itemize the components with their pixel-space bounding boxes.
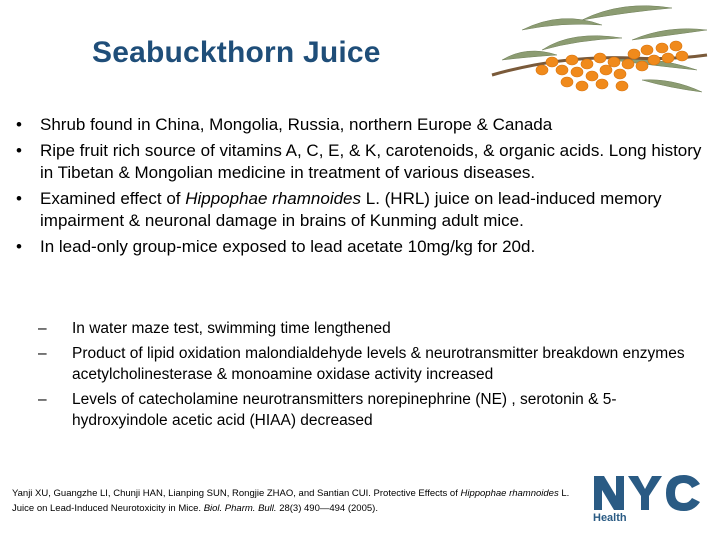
bullet-item [16,140,716,185]
dash-icon: – [38,320,47,337]
main-bullet-list [16,114,716,261]
bullet-item [16,114,716,137]
citation-journal: Biol. Pharm. Bull. [203,503,277,514]
bullet-item [16,236,716,259]
sub-bullet-item [38,343,708,385]
bullet-text: Shrub found in China, Mongolia, Russia, northern Europe & Canada [40,115,553,134]
dash-icon: – [38,345,47,362]
bullet-text-post: L. (HRL) juice on lead-induced memory impairment & neuronal damage in brains of Kunming adult mice. [40,188,662,230]
citation-species: Hippophae rhamnoides [460,488,559,499]
bullet-item [16,188,716,233]
bullet-dot-icon: • [16,236,22,256]
citation [12,486,587,516]
sub-bullet-item [38,318,708,339]
bullet-dot-icon: • [16,188,22,208]
bullet-text: In lead-only group-mice exposed to lead acetate 10mg/kg for 20d. [40,236,536,256]
sub-bullet-text: In water maze test, swimming time lengthened [72,320,391,337]
bullet-text: Ripe fruit rich source of vitamins A, C, E, & K, carotenoids, & organic acids. Long history in Tibetan & Mongolian medicine in treatment of various diseases. [40,140,702,182]
sub-bullet-text: Levels of catecholamine neurotransmitters norepinephrine (NE) , serotonin & 5-hydroxyindole acetic acid (HIAA) decreased [72,391,617,429]
slide-title: Seabuckthorn Juice [92,36,381,69]
sub-bullet-list [38,318,708,435]
nyc-health-label: Health [593,512,627,524]
bullet-dot-icon: • [16,140,22,160]
seabuckthorn-photo [482,0,714,104]
citation-authors: Yanji XU, Guangzhe LI, Chunji HAN, Lianping SUN, Rongjie ZHAO, and Santian CUI. Protective Effects of [12,488,461,499]
sub-bullet-item [38,389,708,431]
bullet-text-pre: Examined effect of [40,188,186,208]
bullet-dot-icon: • [16,115,22,134]
sub-bullet-text: Product of lipid oxidation malondialdehyde levels & neurotransmitter breakdown enzymes acetylcholinesterase & monoamine oxidase activity increased [72,345,685,383]
citation-title: L. Juice on Lead-Induced Neurotoxicity in Mice. [12,488,570,514]
species-name: Hippophae rhamnoides [185,188,362,208]
citation-volume: 28(3) 490—494 (2005). [276,503,378,514]
dash-icon: – [38,391,47,408]
